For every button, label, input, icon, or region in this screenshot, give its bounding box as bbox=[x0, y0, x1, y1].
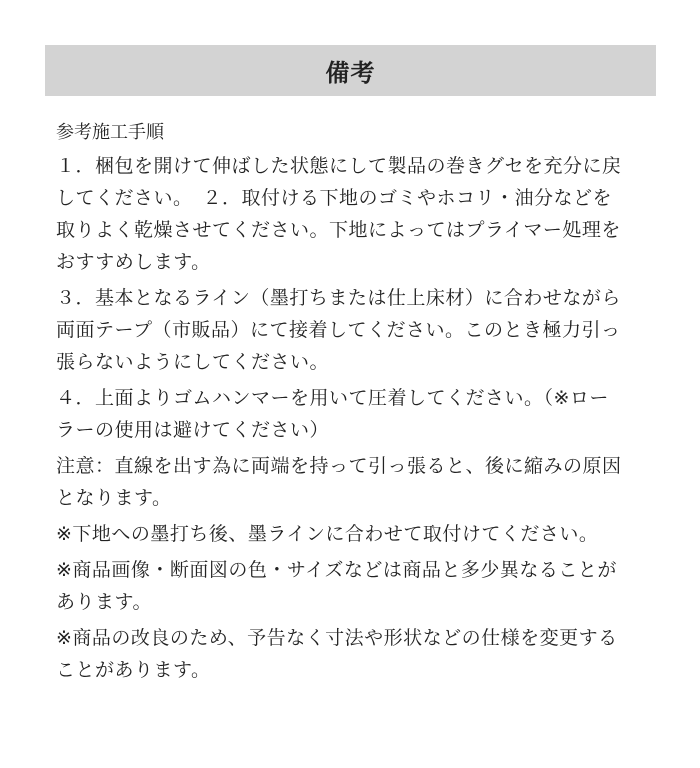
header-bar bbox=[45, 45, 656, 96]
notes-content bbox=[56, 118, 646, 690]
section-subtitle: 参考施工手順 bbox=[56, 122, 164, 143]
step-4-paragraph bbox=[56, 382, 646, 446]
note-paragraph bbox=[56, 518, 646, 550]
text-line: ４．上面よりゴムハンマーを用いて圧着してください。（※ロー bbox=[56, 387, 609, 409]
text-line: ことがあります。 bbox=[56, 659, 211, 681]
text-line: してください。 ２．取付ける下地のゴミやホコリ・油分などを bbox=[56, 187, 613, 209]
text-line: ※下地への墨打ち後、墨ラインに合わせて取付けてください。 bbox=[56, 523, 599, 545]
text-line: 取りよく乾燥させてください。下地によってはプライマー処理を bbox=[56, 219, 621, 241]
text-line: 注意：直線を出す為に両端を持って引っ張ると、後に縮みの原因 bbox=[56, 455, 622, 477]
text-line: おすすめします。 bbox=[56, 251, 211, 273]
text-line: 両面テープ（市販品）にて接着してください。このとき極力引っ bbox=[56, 319, 621, 341]
text-line: ※商品の改良のため、予告なく寸法や形状などの仕様を変更する bbox=[56, 627, 618, 649]
text-line: ラーの使用は避けてください） bbox=[56, 419, 330, 441]
text-line: あります。 bbox=[56, 591, 152, 613]
step-3-paragraph bbox=[56, 282, 646, 378]
note-paragraph bbox=[56, 622, 646, 686]
caution-paragraph bbox=[56, 450, 646, 514]
text-line: １．梱包を開けて伸ばした状態にして製品の巻きグセを充分に戻 bbox=[56, 155, 622, 177]
text-line: ※商品画像・断面図の色・サイズなどは商品と多少異なることが bbox=[56, 559, 617, 581]
page-title: 備考 bbox=[325, 59, 376, 87]
note-paragraph bbox=[56, 554, 646, 618]
text-line: ３．基本となるライン（墨打ちまたは仕上床材）に合わせながら bbox=[56, 287, 621, 309]
text-line: 張らないようにしてください。 bbox=[56, 351, 330, 373]
text-line: となります。 bbox=[56, 487, 172, 509]
step-1-paragraph bbox=[56, 150, 646, 278]
